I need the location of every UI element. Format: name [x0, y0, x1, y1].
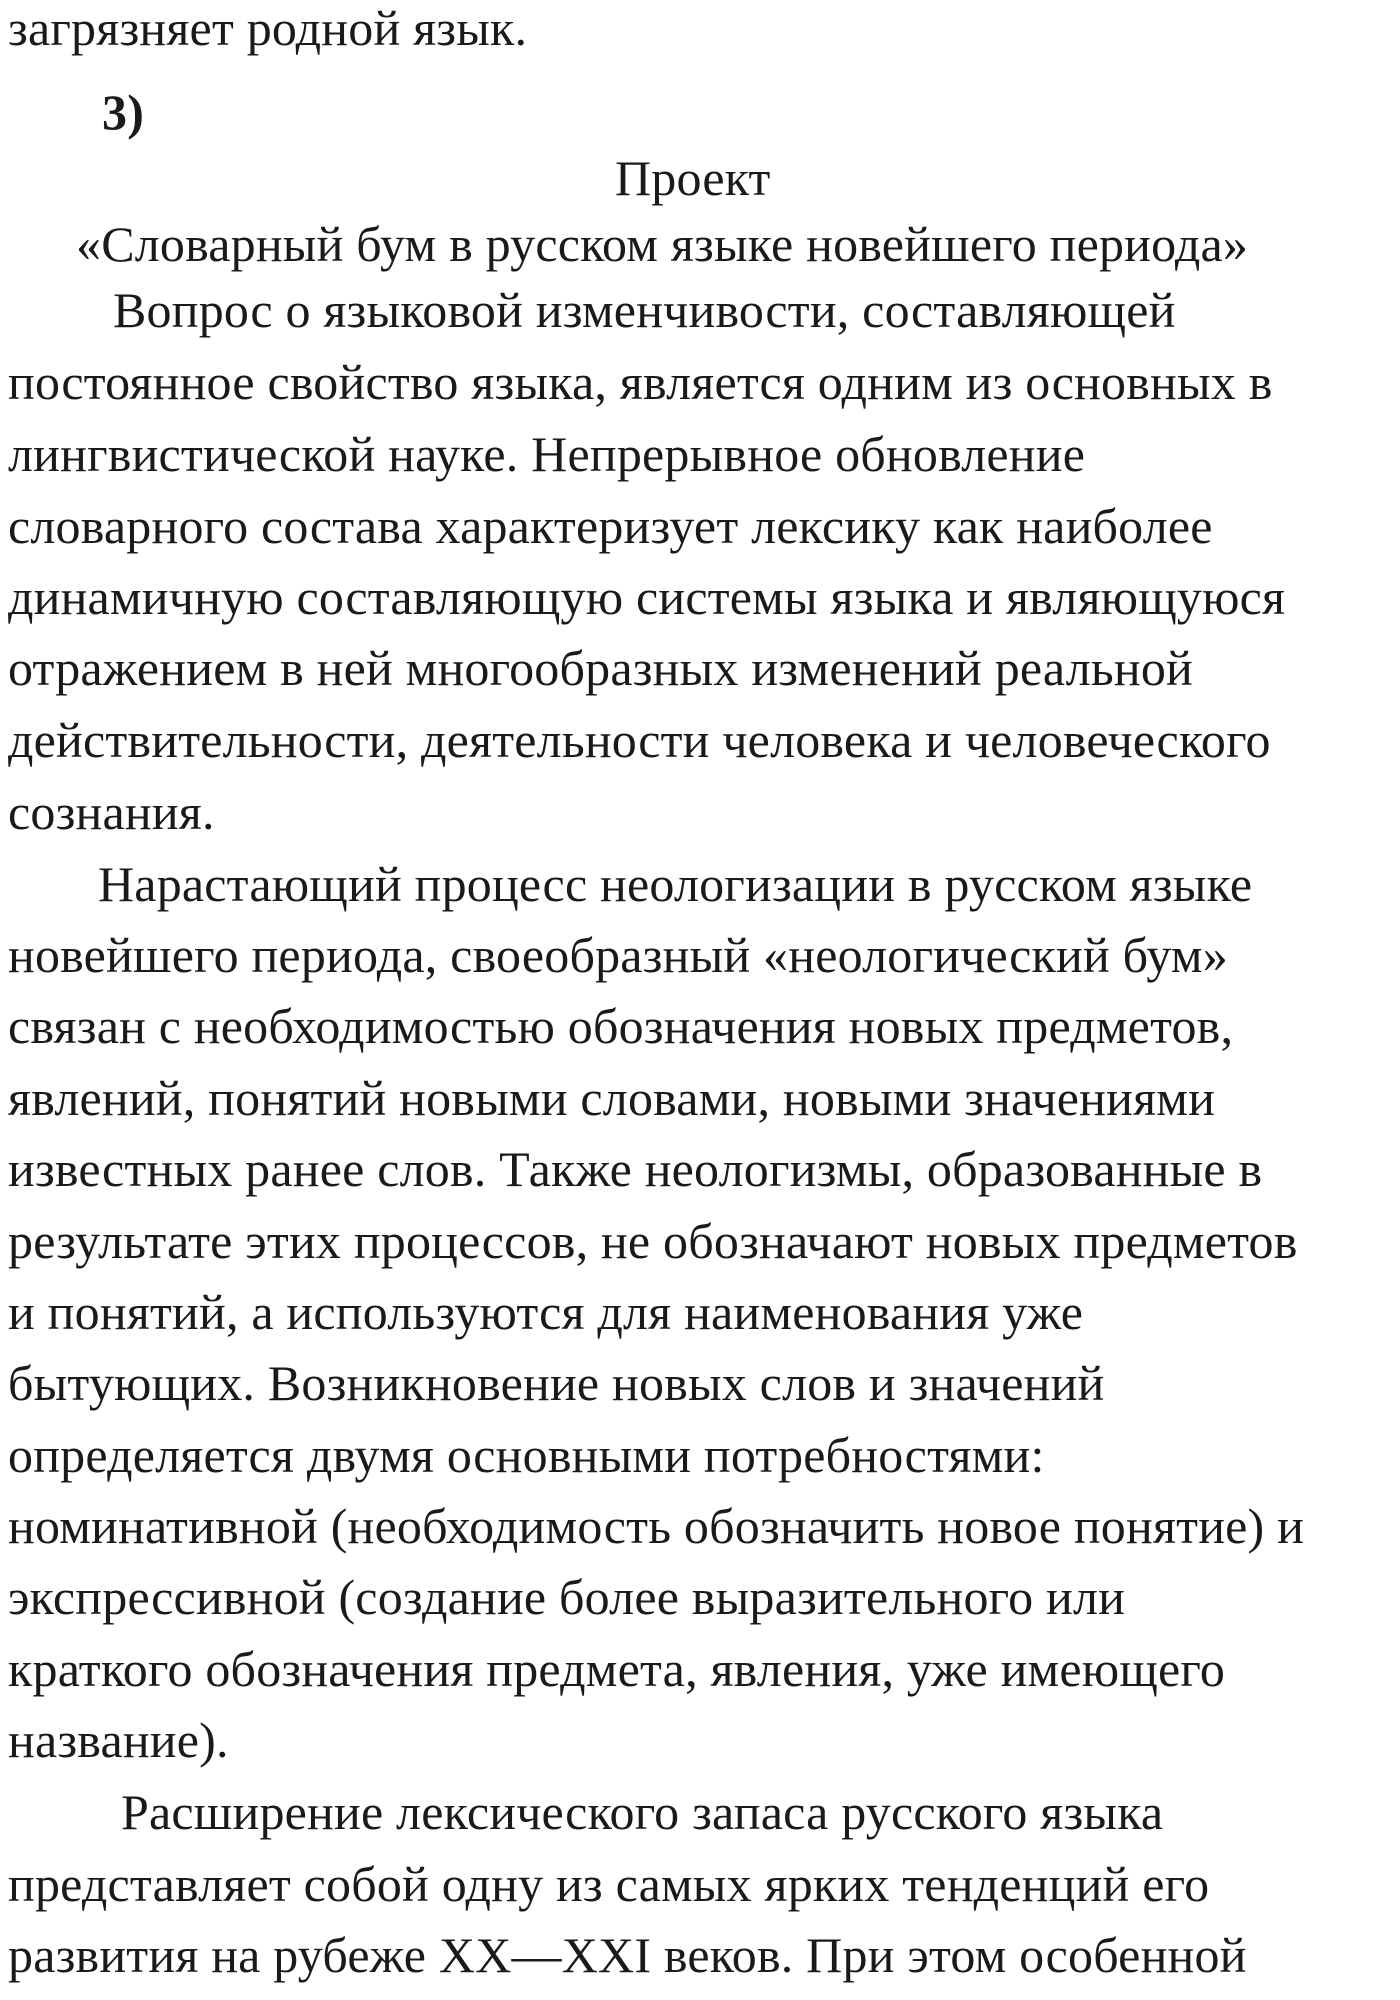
section-number: 3) [102, 84, 145, 140]
text-line: явлений, понятий новыми словами, новыми значениями [8, 1070, 1216, 1126]
project-label: Проект [615, 150, 771, 206]
text-line: номинативной (необходимость обозначить новое понятие) и [8, 1498, 1305, 1554]
text-line: определяется двумя основными потребностями: [8, 1427, 1045, 1483]
text-line: результате этих процессов, не обозначают новых предметов [8, 1213, 1298, 1269]
text-line: название). [8, 1712, 229, 1768]
text-line: постоянное свойство языка, является одним из основных в [8, 354, 1273, 410]
text-line: Нарастающий процесс неологизации в русском языке [98, 856, 1253, 912]
text-line: сознания. [8, 784, 215, 840]
text-line: связан с необходимостью обозначения новых предметов, [8, 998, 1234, 1054]
text-line: действительности, деятельности человека и человеческого [8, 712, 1271, 768]
text-line: бытующих. Возникновение новых слов и значений [8, 1355, 1105, 1411]
text-line: Вопрос о языковой изменчивости, составляющей [113, 282, 1176, 338]
text-line: экспрессивной (создание более выразительного или [8, 1569, 1126, 1625]
text-line: и понятий, а используются для наименования уже [8, 1284, 1084, 1340]
text-line: известных ранее слов. Также неологизмы, образованные в [8, 1141, 1263, 1197]
text-line: краткого обозначения предмета, явления, уже имеющего [8, 1641, 1226, 1697]
text-line: представляет собой одну из самых ярких тенденций его [8, 1856, 1210, 1912]
text-line: словарного состава характеризует лексику как наиболее [8, 498, 1213, 554]
text-line: отражением в ней многообразных изменений реальной [8, 640, 1193, 696]
text-line: развития на рубеже XX—XXI веков. При этом особенной [8, 1927, 1247, 1983]
text-line: Расширение лексического запаса русского языка [121, 1784, 1164, 1840]
text-line: новейшего периода, своеобразный «неологический бум» [8, 927, 1228, 983]
text-line: динамичную составляющую системы языка и являющуюся [8, 569, 1286, 625]
text-line: лингвистической науке. Непрерывное обновление [8, 426, 1086, 482]
text-line: загрязняет родной язык. [8, 0, 528, 56]
project-title: «Словарный бум в русском языке новейшего периода» [76, 216, 1249, 272]
